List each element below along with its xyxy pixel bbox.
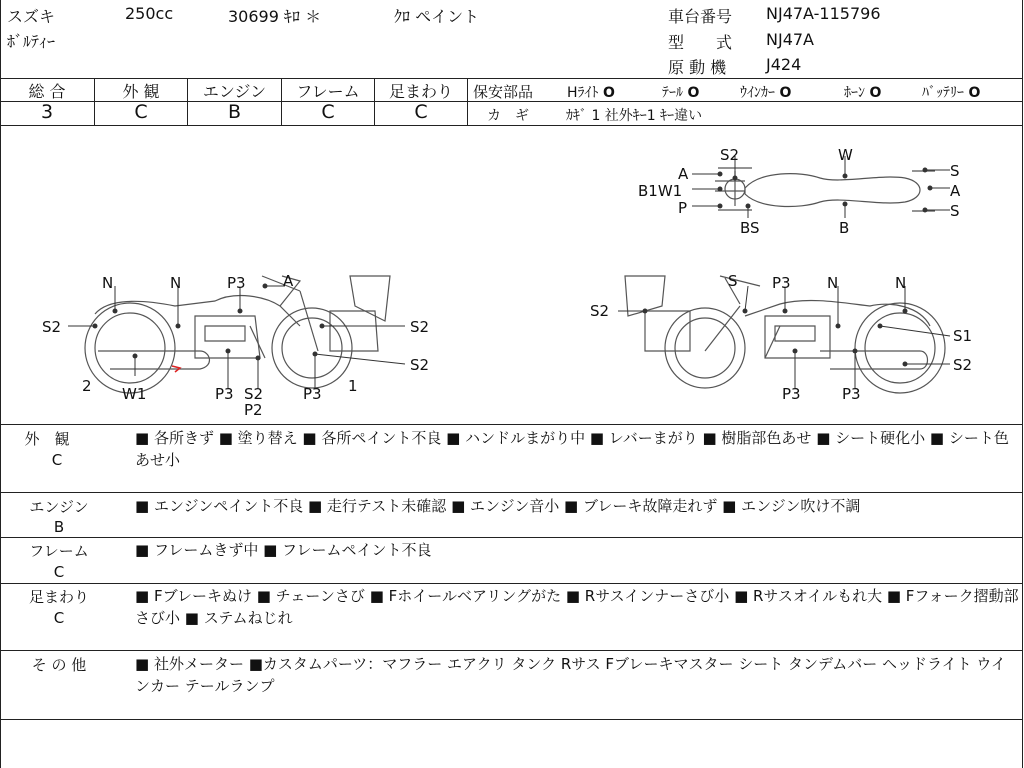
left-side-bike-icon bbox=[85, 276, 390, 393]
grade-header-overall: 総 合 bbox=[28, 82, 66, 101]
grade-value-frame: C bbox=[321, 101, 335, 123]
safety-item-tail: ﾃｰﾙ O bbox=[662, 85, 700, 101]
diagram-label-10: N bbox=[102, 274, 114, 292]
rule-sec1 bbox=[0, 492, 1023, 493]
rule-sec2 bbox=[0, 537, 1023, 538]
rule-diagram-bottom bbox=[0, 424, 1023, 425]
type-value: NJ47A bbox=[766, 30, 814, 49]
diagram-label-29: S1 bbox=[953, 327, 973, 345]
diagram-label-11: N bbox=[170, 274, 182, 292]
rule-sec4 bbox=[0, 650, 1023, 651]
diagram-label-15: S2 bbox=[410, 318, 430, 336]
section-engine-text: ■ エンジンペイント不良 ■ 走行テスト未確認 ■ エンジン音小 ■ ブレーキ故障走れず ■ エンジン吹け不調 bbox=[135, 497, 861, 515]
diagram-label-25: P3 bbox=[772, 274, 791, 292]
key-value: ｶｷﾞ 1 社外ｷｰ1 ｷｰ違い bbox=[566, 108, 703, 124]
diagram-label-6: P bbox=[678, 199, 688, 217]
frame-number-value: NJ47A-115796 bbox=[766, 4, 881, 23]
maker: スズキ bbox=[7, 7, 56, 26]
diagram-label-8: BS bbox=[740, 219, 760, 237]
section-engine-grade: B bbox=[53, 518, 65, 536]
diagram-label-27: N bbox=[895, 274, 907, 292]
section-other-text: ■ 社外メーター ■カスタムパーツ：マフラー エアクリ タンク Rサス Fブレーキマスター シート タンデムバー ヘッドライト ウインカー テールランプ bbox=[135, 655, 1006, 695]
diagram-label-5: A bbox=[950, 182, 961, 200]
grade-header-exterior: 外 観 bbox=[122, 82, 160, 101]
diagram-label-1: S2 bbox=[720, 146, 740, 164]
type-label: 型 式 bbox=[668, 33, 733, 52]
color: ｸﾛ ペイント bbox=[394, 7, 480, 26]
grade-div-5 bbox=[467, 78, 468, 125]
diagram-label-7: S bbox=[950, 202, 960, 220]
diagram-label-19: P3 bbox=[215, 385, 234, 403]
frame-right bbox=[1022, 0, 1023, 768]
grade-header-engine: エンジン bbox=[202, 82, 267, 101]
engine-label: 原 動 機 bbox=[668, 58, 727, 77]
diagram-label-16: S2 bbox=[410, 356, 430, 374]
model-name: ﾎﾞﾙﾃｨｰ bbox=[7, 32, 56, 51]
engine-value: J424 bbox=[766, 55, 802, 74]
safety-label: 保安部品 bbox=[473, 83, 534, 101]
diagram-label-18: W1 bbox=[122, 385, 147, 403]
diagram-label-21: P2 bbox=[244, 401, 263, 419]
diagram-label-17: 2 bbox=[82, 377, 92, 395]
diagram-label-31: P3 bbox=[782, 385, 801, 403]
diagram-label-28: S2 bbox=[590, 302, 610, 320]
section-frame-label: フレーム bbox=[29, 542, 89, 560]
diagram-label-24: S bbox=[728, 272, 738, 290]
safety-item-horn: ﾎｰﾝ O bbox=[844, 85, 882, 101]
diagram-label-3: S bbox=[950, 162, 960, 180]
section-exterior-label: 外 観 bbox=[24, 430, 70, 448]
safety-item-headlight: Hﾗｲﾄ O bbox=[567, 85, 615, 101]
diagram-label-13: A bbox=[283, 272, 294, 290]
section-frame-text: ■ フレームきず中 ■ フレームペイント不良 bbox=[135, 541, 432, 559]
diagram-label-2: W bbox=[838, 146, 853, 164]
diagram-label-20: S2 bbox=[244, 385, 264, 403]
section-suspension-grade: C bbox=[53, 609, 65, 627]
section-suspension-text: ■ Fブレーキぬけ ■ チェーンさび ■ Fホイールベアリングがた ■ Rサスインナーさび小 ■ Rサスオイルもれ大 ■ Fフォーク摺動部さび小 ■ ステムねじれ bbox=[135, 587, 1019, 627]
frame-number-label: 車台番号 bbox=[668, 7, 733, 26]
diagram-label-22: P3 bbox=[303, 385, 322, 403]
engine-cc: 250cc bbox=[125, 4, 174, 23]
diagram-label-9: B bbox=[839, 219, 850, 237]
grade-value-suspension: C bbox=[414, 101, 428, 123]
section-frame-grade: C bbox=[53, 563, 65, 581]
section-exterior-text: ■ 各所きず ■ 塗り替え ■ 各所ペイント不良 ■ ハンドルまがり中 ■ レバーまがり ■ 樹脂部色あせ ■ シート硬化小 ■ シート色あせ小 bbox=[135, 429, 1009, 469]
grade-header-suspension: 足まわり bbox=[388, 82, 453, 101]
grade-value-engine: B bbox=[227, 101, 242, 123]
diagram-label-26: N bbox=[827, 274, 839, 292]
safety-item-winker: ｳｲﾝｶｰ O bbox=[740, 85, 792, 101]
rule-sec3 bbox=[0, 583, 1023, 584]
diagram-label-32: P3 bbox=[842, 385, 861, 403]
diagram-label-12: P3 bbox=[227, 274, 246, 292]
grade-header-frame: フレーム bbox=[296, 82, 360, 101]
rule-sec5 bbox=[0, 719, 1023, 720]
section-other-label: そ の 他 bbox=[31, 656, 87, 674]
grade-value-overall: 3 bbox=[40, 101, 54, 123]
diagram-label-14: S2 bbox=[42, 318, 62, 336]
mileage: 30699 ｷﾛ ＊ bbox=[228, 7, 322, 26]
section-engine-label: エンジン bbox=[29, 498, 89, 516]
diagram-label-23: 1 bbox=[348, 377, 358, 395]
key-label: カ ギ bbox=[487, 108, 529, 124]
grade-value-exterior: C bbox=[134, 101, 148, 123]
diagram-label-4: B1W1 bbox=[638, 182, 683, 200]
damage-diagram bbox=[0, 126, 1022, 424]
section-suspension-label: 足まわり bbox=[28, 588, 89, 606]
diagram-label-30: S2 bbox=[953, 356, 973, 374]
safety-item-battery: ﾊﾞｯﾃﾘｰ O bbox=[922, 85, 981, 101]
section-exterior-grade: C bbox=[51, 451, 63, 469]
diagram-label-0: A bbox=[678, 165, 689, 183]
